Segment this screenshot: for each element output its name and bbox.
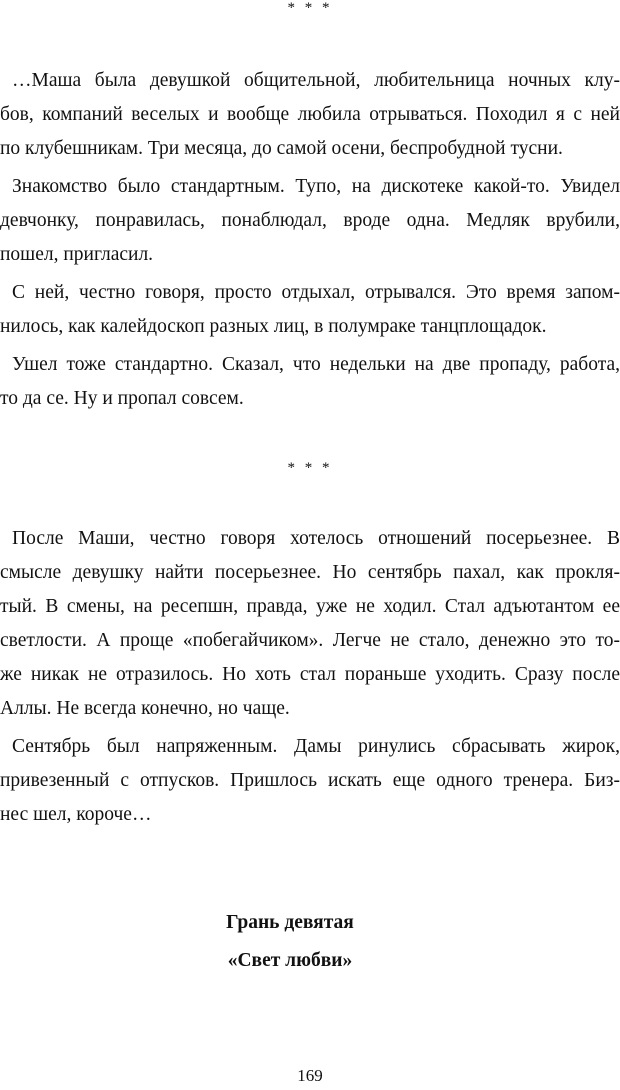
page-number: 169 (297, 1066, 323, 1085)
text-line: девчонку, понравилась, понаблюдал, вроде одна. Медляк врубили, (0, 210, 620, 231)
section-separator: * * * (287, 0, 333, 16)
text-line: то да се. Ну и пропал совсем. (0, 388, 244, 409)
text-line: смысле девушку найти посерьезнее. Но сентябрь пахал, как прокля- (0, 562, 620, 583)
text-line: нес шел, короче… (0, 804, 152, 825)
chapter-subtitle: «Свет любви» (227, 950, 353, 971)
text-line: нилось, как калейдоскоп разных лиц, в полумраке танцплощадок. (0, 316, 547, 337)
text-line: Знакомство было стандартным. Тупо, на дискотеке какой-то. Увидел (12, 176, 620, 197)
text-line: тый. В смены, на ресепшн, правда, уже не ходил. Стал адъютантом ее (0, 596, 620, 617)
text-line: …Маша была девушкой общительной, любительница ночных клу- (12, 70, 620, 91)
text-line: Аллы. Не всегда конечно, но чаще. (0, 698, 290, 719)
text-line: привезенный с отпусков. Пришлось искать еще одного тренера. Биз- (0, 770, 620, 791)
text-line: Ушел тоже стандартно. Сказал, что недельки на две пропаду, работа, (12, 354, 620, 375)
text-line: бов, компаний веселых и вообще любила отрываться. Походил я с ней (0, 104, 620, 125)
section-separator: * * * (287, 460, 333, 476)
text-line: Сентябрь был напряженным. Дамы ринулись сбрасывать жирок, (12, 736, 620, 757)
text-line: С ней, честно говоря, просто отдыхал, отрывался. Это время запом- (12, 282, 620, 303)
chapter-title: Грань девятая (226, 912, 354, 933)
text-line: светлости. А проще «побегайчиком». Легче не стало, денежно это то- (0, 630, 620, 651)
text-line: После Маши, честно говоря хотелось отношений посерьезнее. В (12, 528, 620, 549)
text-line: пошел, пригласил. (0, 244, 154, 265)
text-line: по клубешникам. Три месяца, до самой осени, беспробудной тусни. (0, 138, 563, 159)
text-line: же никак не отразилось. Но хоть стал пораньше уходить. Сразу после (0, 664, 620, 685)
